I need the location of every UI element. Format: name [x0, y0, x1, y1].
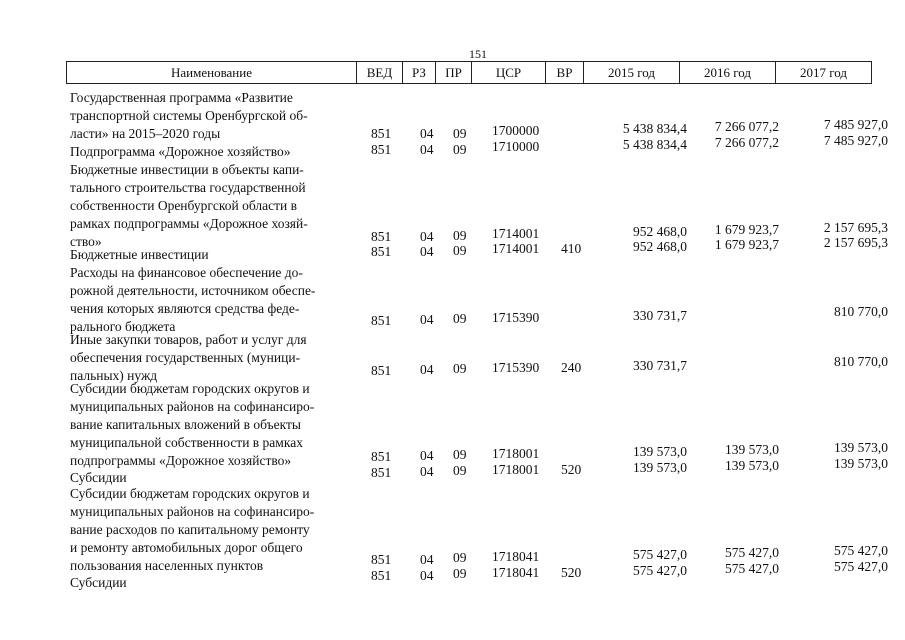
row-2017: 7 485 927,0 [823, 133, 888, 148]
row-rz: 04 [420, 448, 434, 463]
row-ved: 851 [371, 313, 392, 328]
row-2016: 7 266 077,2 [714, 135, 779, 150]
row-name: Государственная программа «Развитие транспортной системы Оренбургской об- ласти» на 2015–2020 годы [70, 90, 308, 141]
row-vr: 410 [561, 241, 582, 256]
row-name: Субсидии [70, 470, 127, 485]
row-2017: 575 427,0 [834, 543, 888, 558]
row-rz: 04 [420, 464, 434, 479]
row-ved: 851 [371, 244, 392, 259]
row-rz: 04 [420, 244, 434, 259]
row-rz: 04 [420, 552, 434, 567]
row-name: Субсидии бюджетам городских округов и муниципальных районов на софинансиро- вание капитальных вложений в объекты муниципальной собственности в рамках подпрограммы «Дорожное хозяйство» [70, 381, 315, 468]
row-ved: 851 [371, 126, 392, 141]
row-pr: 09 [453, 361, 467, 376]
row-2017: 7 485 927,0 [823, 117, 888, 132]
row-rz: 04 [420, 142, 434, 157]
row-ved: 851 [371, 363, 392, 378]
row-rz: 04 [420, 126, 434, 141]
row-pr: 09 [453, 142, 467, 157]
row-name: Субсидии бюджетам городских округов и муниципальных районов на софинансиро- вание расходов по капитальному ремонту и ремонту автомобильных дорог общего пользования населенных пунктов [70, 486, 315, 573]
row-csr: 1718001 [492, 462, 540, 477]
row-csr: 1718041 [492, 549, 540, 564]
row-ved: 851 [371, 449, 392, 464]
row-vr: 520 [561, 565, 582, 580]
header-rz: РЗ [403, 62, 436, 84]
header-vr: ВР [546, 62, 584, 84]
row-2017: 810 770,0 [834, 304, 888, 319]
row-ved: 851 [371, 465, 392, 480]
row-ved: 851 [371, 229, 392, 244]
row-pr: 09 [453, 566, 467, 581]
header-ved: ВЕД [357, 62, 403, 84]
row-2017: 2 157 695,3 [823, 235, 888, 250]
row-pr: 09 [453, 311, 467, 326]
row-csr: 1715390 [492, 360, 540, 375]
row-ved: 851 [371, 142, 392, 157]
row-pr: 09 [453, 243, 467, 258]
row-2017: 575 427,0 [834, 559, 888, 574]
header-pr: ПР [436, 62, 472, 84]
row-name: Расходы на финансовое обеспечение до- рожной деятельности, источником обеспе- чения которых являются средства феде- рального бюджета [70, 265, 316, 334]
row-pr: 09 [453, 126, 467, 141]
row-2015: 139 573,0 [633, 460, 687, 475]
row-2015: 575 427,0 [633, 547, 687, 562]
row-vr: 520 [561, 462, 582, 477]
row-2017: 139 573,0 [834, 440, 888, 455]
header-2015: 2015 год [584, 62, 680, 84]
row-name: Иные закупки товаров, работ и услуг для обеспечения государственных (муници- пальных) нужд [70, 332, 307, 383]
row-pr: 09 [453, 447, 467, 462]
header-2016: 2016 год [680, 62, 776, 84]
row-2015: 952 468,0 [633, 224, 687, 239]
row-2016: 1 679 923,7 [714, 222, 779, 237]
row-name: Подпрограмма «Дорожное хозяйство» [70, 144, 291, 159]
header-name: Наименование [67, 62, 357, 84]
row-csr: 1715390 [492, 310, 540, 325]
row-2016: 1 679 923,7 [714, 237, 779, 252]
row-rz: 04 [420, 312, 434, 327]
row-2016: 139 573,0 [725, 458, 779, 473]
row-2016: 139 573,0 [725, 442, 779, 457]
row-name: Бюджетные инвестиции [70, 247, 209, 262]
row-2015: 330 731,7 [633, 358, 687, 373]
row-2016: 575 427,0 [725, 561, 779, 576]
row-csr: 1714001 [492, 226, 540, 241]
row-2017: 139 573,0 [834, 456, 888, 471]
row-csr: 1714001 [492, 241, 540, 256]
row-csr: 1718041 [492, 565, 540, 580]
row-ved: 851 [371, 568, 392, 583]
row-rz: 04 [420, 229, 434, 244]
row-pr: 09 [453, 463, 467, 478]
header-csr: ЦСР [472, 62, 546, 84]
row-2015: 139 573,0 [633, 444, 687, 459]
row-csr: 1718001 [492, 446, 540, 461]
row-2017: 2 157 695,3 [823, 220, 888, 235]
row-name: Субсидии [70, 575, 127, 590]
header-2017: 2017 год [776, 62, 872, 84]
row-2015: 5 438 834,4 [622, 137, 687, 152]
row-rz: 04 [420, 568, 434, 583]
row-pr: 09 [453, 550, 467, 565]
row-2015: 575 427,0 [633, 563, 687, 578]
row-2016: 7 266 077,2 [714, 119, 779, 134]
row-2015: 330 731,7 [633, 308, 687, 323]
row-csr: 1700000 [492, 123, 540, 138]
row-rz: 04 [420, 362, 434, 377]
row-vr: 240 [561, 360, 582, 375]
row-name: Бюджетные инвестиции в объекты капи- тального строительства государственной собственности Оренбургской области в рамках подпрограммы «Дорожное хозяй- ство» [70, 162, 308, 249]
row-2017: 810 770,0 [834, 354, 888, 369]
row-pr: 09 [453, 228, 467, 243]
row-2015: 952 468,0 [633, 239, 687, 254]
page-number: 151 [469, 47, 487, 61]
row-2016: 575 427,0 [725, 545, 779, 560]
row-csr: 1710000 [492, 139, 540, 154]
row-ved: 851 [371, 552, 392, 567]
row-2015: 5 438 834,4 [622, 121, 687, 136]
